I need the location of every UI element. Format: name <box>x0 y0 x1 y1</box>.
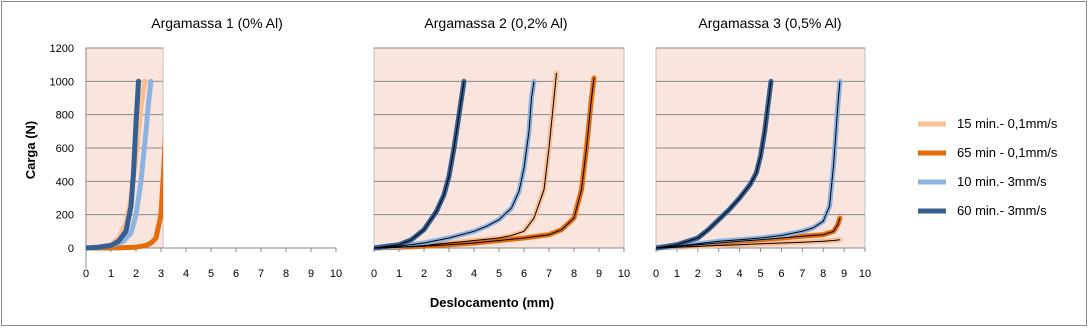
legend-item <box>918 116 1058 131</box>
legend-item <box>918 145 1058 160</box>
legend-label: 60 min.- 3mm/s <box>957 203 1047 218</box>
x-tick-label: 7 <box>257 268 265 280</box>
legend-item <box>918 203 1047 218</box>
x-tick-label: 9 <box>595 268 603 280</box>
x-tick-label: 4 <box>470 268 478 280</box>
x-tick-label: 2 <box>132 268 140 280</box>
legend-label: 15 min.- 0,1mm/s <box>957 116 1058 131</box>
panel-title: Argamassa 3 (0,5% Al) <box>698 15 842 31</box>
x-tick-label: 8 <box>820 268 827 280</box>
x-tick-label: 4 <box>736 268 743 280</box>
x-tick-label: 7 <box>799 268 806 280</box>
x-tick-label: 1 <box>107 268 115 280</box>
chart-legend <box>918 116 1058 218</box>
chart-svg <box>2 2 1088 327</box>
x-tick-label: 1 <box>673 268 680 280</box>
y-axis-label: Carga (N) <box>23 120 38 180</box>
legend-item <box>918 174 1047 189</box>
x-tick-label: 7 <box>545 268 553 280</box>
y-tick-label: 1200 <box>49 43 74 55</box>
y-tick-label: 600 <box>55 143 74 155</box>
x-tick-label: 5 <box>207 268 215 280</box>
y-tick-label: 200 <box>55 209 74 222</box>
x-tick-label: 3 <box>157 268 165 280</box>
x-axis-label: Deslocamento (mm) <box>429 295 555 310</box>
x-tick-label: 2 <box>420 268 428 280</box>
x-tick-label: 5 <box>495 268 503 280</box>
panel-title: Argamassa 2 (0,2% Al) <box>424 15 568 31</box>
legend-label: 10 min.- 3mm/s <box>957 174 1047 189</box>
x-tick-label: 10 <box>617 268 631 280</box>
x-tick-label: 0 <box>82 268 90 280</box>
panel-2 <box>371 15 630 280</box>
x-tick-label: 1 <box>395 268 403 280</box>
chart-panels <box>50 15 872 280</box>
x-tick-label: 6 <box>778 268 785 280</box>
panel-title: Argamassa 1 (0% Al) <box>151 15 283 31</box>
x-tick-label: 8 <box>282 268 290 280</box>
x-tick-label: 6 <box>520 268 528 280</box>
chart-frame <box>1 1 1087 326</box>
x-tick-label: 0 <box>652 268 660 280</box>
legend-label: 65 min - 0,1mm/s <box>957 145 1058 160</box>
y-tick-label: 0 <box>67 243 74 255</box>
x-tick-label: 0 <box>370 268 378 280</box>
y-tick-label: 800 <box>55 109 74 122</box>
x-tick-label: 5 <box>757 268 764 280</box>
y-tick-label: 1000 <box>49 76 74 89</box>
x-tick-label: 6 <box>232 268 240 280</box>
x-tick-label: 3 <box>715 268 722 280</box>
x-tick-label: 9 <box>841 268 848 280</box>
x-tick-label: 10 <box>858 268 872 280</box>
x-tick-label: 10 <box>329 268 343 280</box>
x-tick-label: 4 <box>182 268 190 280</box>
panel-3 <box>653 15 871 280</box>
y-tick-label: 400 <box>55 176 74 189</box>
panel-1 <box>50 15 343 280</box>
x-tick-label: 9 <box>307 268 315 280</box>
x-tick-label: 3 <box>445 268 453 280</box>
x-tick-label: 2 <box>694 268 701 280</box>
x-tick-label: 8 <box>570 268 578 280</box>
